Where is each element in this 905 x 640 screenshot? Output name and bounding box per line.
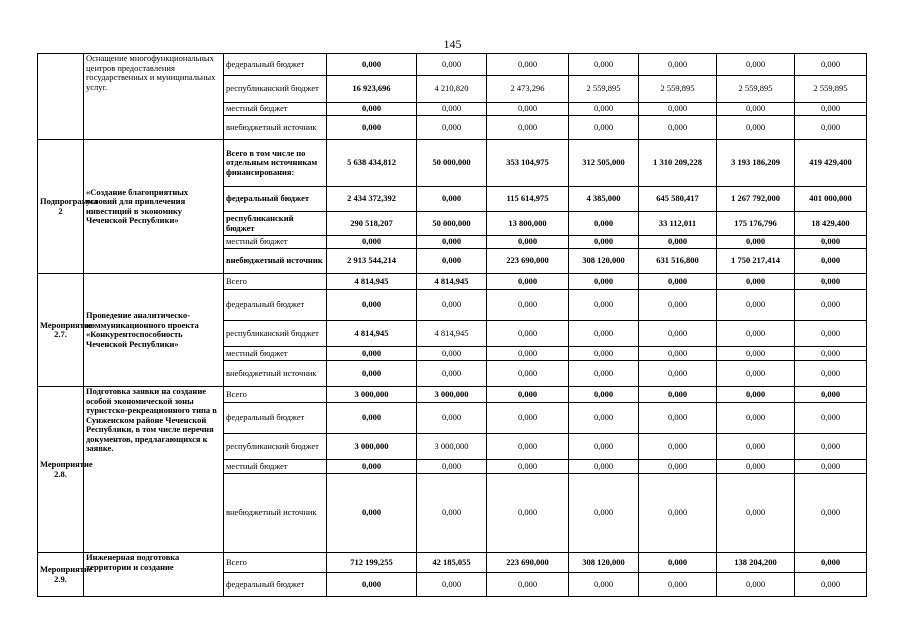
cell-year: 0,000 <box>417 347 487 361</box>
cell-year: 0,000 <box>417 54 487 76</box>
cell-year: 1 310 209,228 <box>639 140 717 187</box>
cell-year: 0,000 <box>717 434 795 460</box>
cell-year: 0,000 <box>717 321 795 347</box>
cell-year: 0,000 <box>487 361 569 387</box>
funding-source: внебюджетный источник <box>224 361 327 387</box>
cell-year: 0,000 <box>569 321 639 347</box>
cell-year: 0,000 <box>795 387 867 403</box>
cell-year: 0,000 <box>639 116 717 140</box>
cell-total: 0,000 <box>327 116 417 140</box>
cell-total: 0,000 <box>327 361 417 387</box>
cell-year: 0,000 <box>795 236 867 249</box>
measure-code: Подпрограмма 2 <box>38 140 84 274</box>
cell-year: 0,000 <box>639 103 717 116</box>
cell-year: 645 580,417 <box>639 187 717 212</box>
cell-total: 0,000 <box>327 347 417 361</box>
cell-year: 0,000 <box>717 116 795 140</box>
cell-year: 0,000 <box>795 361 867 387</box>
cell-year: 0,000 <box>795 347 867 361</box>
cell-year: 0,000 <box>795 474 867 553</box>
cell-year: 0,000 <box>717 103 795 116</box>
funding-source: Всего <box>224 553 327 573</box>
cell-year: 0,000 <box>417 474 487 553</box>
cell-year: 0,000 <box>569 403 639 434</box>
cell-year: 0,000 <box>639 474 717 553</box>
funding-source: республиканский бюджет <box>224 76 327 103</box>
cell-year: 4 210,820 <box>417 76 487 103</box>
cell-year: 0,000 <box>717 347 795 361</box>
cell-year: 631 516,800 <box>639 249 717 274</box>
funding-source: республиканский бюджет <box>224 434 327 460</box>
cell-year: 0,000 <box>717 274 795 290</box>
cell-year: 4 814,945 <box>417 274 487 290</box>
cell-total: 3 000,000 <box>327 434 417 460</box>
funding-source: федеральный бюджет <box>224 187 327 212</box>
cell-year: 1 750 217,414 <box>717 249 795 274</box>
cell-year: 1 267 792,000 <box>717 187 795 212</box>
cell-total: 0,000 <box>327 474 417 553</box>
funding-source: Всего <box>224 274 327 290</box>
cell-year: 13 800,000 <box>487 212 569 236</box>
cell-year: 0,000 <box>717 387 795 403</box>
cell-total: 3 000,000 <box>327 387 417 403</box>
cell-year: 0,000 <box>487 274 569 290</box>
cell-year: 3 000,000 <box>417 387 487 403</box>
cell-year: 0,000 <box>487 347 569 361</box>
measure-code: Мероприятие 2.9. <box>38 553 84 597</box>
cell-year: 0,000 <box>795 249 867 274</box>
measure-name: Подготовка заявки на создание особой экономической зоны туристско-рекреационного типа в Сунженском районе Чеченской Республики, в том числе перечня документов, предлагающихся к заявке. <box>84 387 224 553</box>
measure-code <box>38 54 84 140</box>
cell-year: 3 193 186,209 <box>717 140 795 187</box>
cell-year: 2 559,895 <box>569 76 639 103</box>
cell-year: 4 385,000 <box>569 187 639 212</box>
cell-year: 0,000 <box>639 460 717 474</box>
cell-year: 0,000 <box>795 103 867 116</box>
cell-total: 0,000 <box>327 460 417 474</box>
cell-year: 0,000 <box>795 573 867 597</box>
cell-year: 0,000 <box>417 103 487 116</box>
funding-source: республиканский бюджет <box>224 212 327 236</box>
cell-year: 0,000 <box>487 116 569 140</box>
cell-year: 0,000 <box>717 236 795 249</box>
budget-table <box>37 53 867 597</box>
cell-total: 290 518,207 <box>327 212 417 236</box>
cell-year: 0,000 <box>569 103 639 116</box>
funding-source: внебюджетный источник <box>224 116 327 140</box>
cell-year: 0,000 <box>795 274 867 290</box>
cell-year: 0,000 <box>795 553 867 573</box>
table-row <box>38 387 867 403</box>
cell-year: 0,000 <box>639 434 717 460</box>
measure-name: Оснащение многофункциональных центров предоставления государственных и муниципальных услуг. <box>84 54 224 140</box>
cell-year: 0,000 <box>569 573 639 597</box>
cell-year: 0,000 <box>717 290 795 321</box>
funding-source: Всего в том числе по отдельным источникам финансирования: <box>224 140 327 187</box>
cell-year: 0,000 <box>717 403 795 434</box>
cell-year: 2 559,895 <box>639 76 717 103</box>
funding-source: республиканский бюджет <box>224 321 327 347</box>
cell-year: 33 112,011 <box>639 212 717 236</box>
cell-year: 138 204,200 <box>717 553 795 573</box>
cell-year: 0,000 <box>795 116 867 140</box>
cell-year: 0,000 <box>487 403 569 434</box>
cell-year: 0,000 <box>417 249 487 274</box>
cell-total: 0,000 <box>327 290 417 321</box>
measure-code: Мероприятие 2.8. <box>38 387 84 553</box>
funding-source: Всего <box>224 387 327 403</box>
cell-year: 115 614,975 <box>487 187 569 212</box>
cell-year: 0,000 <box>639 274 717 290</box>
cell-year: 0,000 <box>487 103 569 116</box>
cell-year: 50 000,000 <box>417 212 487 236</box>
page-number: 145 <box>443 37 462 51</box>
cell-year: 419 429,400 <box>795 140 867 187</box>
cell-total: 0,000 <box>327 54 417 76</box>
cell-year: 0,000 <box>717 361 795 387</box>
cell-year: 0,000 <box>795 403 867 434</box>
cell-year: 0,000 <box>639 553 717 573</box>
cell-year: 0,000 <box>795 290 867 321</box>
cell-year: 0,000 <box>569 387 639 403</box>
cell-total: 2 434 372,392 <box>327 187 417 212</box>
cell-year: 0,000 <box>717 460 795 474</box>
cell-year: 0,000 <box>569 434 639 460</box>
funding-source: федеральный бюджет <box>224 290 327 321</box>
cell-year: 0,000 <box>717 54 795 76</box>
cell-year: 312 505,000 <box>569 140 639 187</box>
cell-year: 0,000 <box>717 474 795 553</box>
cell-year: 0,000 <box>487 236 569 249</box>
cell-total: 4 814,945 <box>327 321 417 347</box>
cell-year: 0,000 <box>569 347 639 361</box>
funding-source: федеральный бюджет <box>224 403 327 434</box>
measure-name: Инженерная подготовка территории и создание <box>84 553 224 597</box>
cell-year: 308 120,000 <box>569 249 639 274</box>
cell-year: 0,000 <box>569 460 639 474</box>
cell-year: 2 559,895 <box>795 76 867 103</box>
cell-year: 223 690,000 <box>487 249 569 274</box>
cell-total: 0,000 <box>327 236 417 249</box>
funding-source: местный бюджет <box>224 236 327 249</box>
cell-total: 5 638 434,812 <box>327 140 417 187</box>
cell-year: 2 473,296 <box>487 76 569 103</box>
funding-source: федеральный бюджет <box>224 573 327 597</box>
cell-year: 0,000 <box>717 573 795 597</box>
cell-year: 175 176,796 <box>717 212 795 236</box>
cell-year: 0,000 <box>639 403 717 434</box>
cell-year: 0,000 <box>795 321 867 347</box>
measure-name: Проведение аналитическо-коммуникационного проекта «Конкурентоспособность Чеченской Республики» <box>84 274 224 387</box>
cell-year: 2 559,895 <box>717 76 795 103</box>
cell-year: 0,000 <box>569 290 639 321</box>
cell-year: 0,000 <box>487 573 569 597</box>
cell-year: 0,000 <box>487 387 569 403</box>
cell-year: 18 429,400 <box>795 212 867 236</box>
cell-year: 0,000 <box>417 460 487 474</box>
table-row <box>38 274 867 290</box>
cell-year: 0,000 <box>417 187 487 212</box>
cell-total: 0,000 <box>327 573 417 597</box>
cell-year: 0,000 <box>417 290 487 321</box>
cell-year: 0,000 <box>639 361 717 387</box>
cell-year: 3 000,000 <box>417 434 487 460</box>
cell-year: 0,000 <box>417 573 487 597</box>
measure-code: Мероприятие 2.7. <box>38 274 84 387</box>
cell-year: 0,000 <box>639 573 717 597</box>
cell-total: 0,000 <box>327 103 417 116</box>
cell-year: 0,000 <box>417 403 487 434</box>
cell-year: 0,000 <box>569 54 639 76</box>
funding-source: местный бюджет <box>224 103 327 116</box>
cell-year: 0,000 <box>569 361 639 387</box>
cell-year: 0,000 <box>795 460 867 474</box>
cell-year: 0,000 <box>569 236 639 249</box>
cell-year: 0,000 <box>487 460 569 474</box>
table-row <box>38 54 867 76</box>
cell-year: 42 185,055 <box>417 553 487 573</box>
cell-year: 308 120,000 <box>569 553 639 573</box>
cell-total: 2 913 544,214 <box>327 249 417 274</box>
cell-year: 0,000 <box>487 290 569 321</box>
cell-total: 0,000 <box>327 403 417 434</box>
cell-year: 0,000 <box>569 274 639 290</box>
cell-year: 0,000 <box>569 212 639 236</box>
cell-year: 4 814,945 <box>417 321 487 347</box>
cell-year: 353 104,975 <box>487 140 569 187</box>
funding-source: местный бюджет <box>224 347 327 361</box>
cell-year: 0,000 <box>639 321 717 347</box>
cell-year: 223 690,000 <box>487 553 569 573</box>
cell-year: 0,000 <box>487 474 569 553</box>
cell-year: 50 000,000 <box>417 140 487 187</box>
cell-year: 0,000 <box>639 387 717 403</box>
table-row <box>38 553 867 573</box>
cell-year: 0,000 <box>795 54 867 76</box>
table-row <box>38 140 867 187</box>
cell-year: 0,000 <box>417 116 487 140</box>
cell-year: 0,000 <box>569 116 639 140</box>
cell-year: 0,000 <box>417 361 487 387</box>
cell-year: 0,000 <box>487 434 569 460</box>
funding-source: внебюджетный источник <box>224 249 327 274</box>
cell-year: 0,000 <box>639 347 717 361</box>
cell-total: 712 199,255 <box>327 553 417 573</box>
cell-year: 0,000 <box>569 474 639 553</box>
cell-year: 0,000 <box>417 236 487 249</box>
cell-year: 0,000 <box>639 54 717 76</box>
funding-source: внебюджетный источник <box>224 474 327 553</box>
cell-total: 16 923,696 <box>327 76 417 103</box>
cell-total: 4 814,945 <box>327 274 417 290</box>
cell-year: 0,000 <box>795 434 867 460</box>
cell-year: 0,000 <box>639 236 717 249</box>
funding-source: федеральный бюджет <box>224 54 327 76</box>
cell-year: 0,000 <box>487 321 569 347</box>
cell-year: 0,000 <box>639 290 717 321</box>
cell-year: 0,000 <box>487 54 569 76</box>
measure-name: «Создание благоприятных условий для привлечения инвестиций в экономику Чеченской Республики» <box>84 140 224 274</box>
cell-year: 401 000,000 <box>795 187 867 212</box>
funding-source: местный бюджет <box>224 460 327 474</box>
